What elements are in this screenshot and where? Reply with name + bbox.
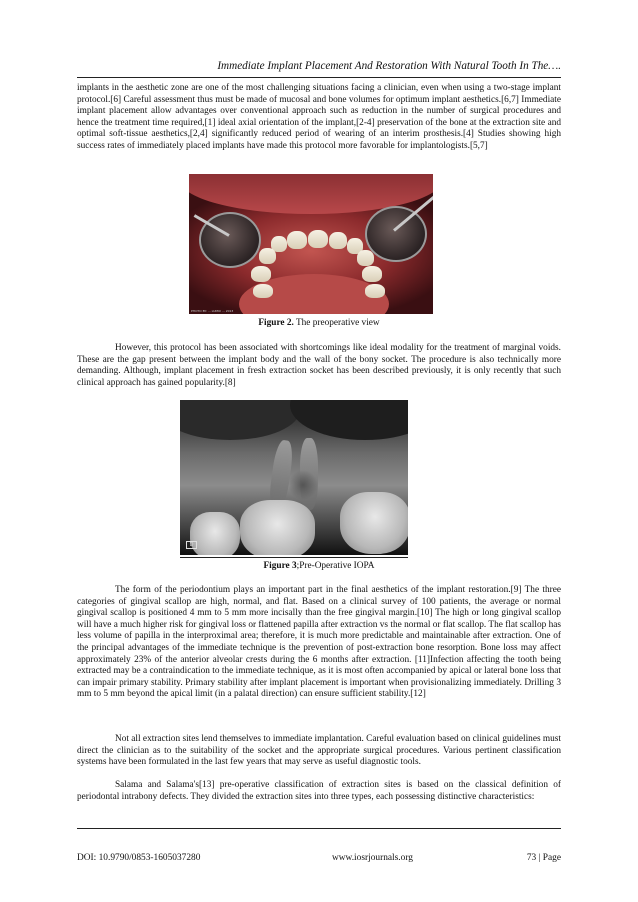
paragraph-salama-classification: Salama and Salama's[13] pre-operative classification of extraction sites is based on the classical definition of periodontal intrabony defects. They divided the extraction sites into three types, each possessing distinctive characteristics: (77, 780, 561, 802)
paragraph-implant-advantages: implants in the aesthetic zone are one of the most challenging situations facing a clinician, even when using a two-stage implant protocol.[6] Careful assessment thus must be made of mucosal and bone volumes for optimum implant aesthetics.[6,7] Immediate implant placement allow advantages over conventional approach such as reduction in the number of surgical procedures and hence the treatment time required,[1] ideal axial orientation of the implant,[2-4] preservation of the bone at the extraction site and optimal soft-tissue aesthetics,[2,4] significantly reduced period of wearing of an interim prosthesis.[4] Studies showing high success rates of immediately placed implants have made this protocol more favorable for implantologists.[5,7] (77, 83, 561, 151)
figure-3-label: Figure 3 (263, 561, 297, 571)
running-header: Immediate Implant Placement And Restoration With Natural Tooth In The…. (217, 60, 561, 72)
left-dental-mirror (199, 212, 261, 268)
preoperative-intraoral-photo (189, 174, 433, 314)
film-marker: D (186, 541, 197, 549)
photo-credit: PHOTO BY: ... LUMIX ... 2013 (191, 309, 234, 313)
header-rule (77, 77, 561, 78)
paragraph-periodontium: The form of the periodontium plays an important part in the final aesthetics of the implant restoration.[9] The three categories of gingival scallop are high, normal, and flat. Based on a clinical survey of 100 patients, the average or normal gingival scallop is positioned 4 mm to 5 mm more incisally than the free gingival margin.[10] The high or long gingival scallop will have a much higher risk for gingival loss or flattened papilla after extraction vs the normal or flat scallop. The flat scallop has less volume of papilla in the interproximal area; therefore, it is much more predictable and maintainable after extraction. One of the principal advantages of the immediate technique is the prevention of post-extraction bone resorption. Bone loss may affect approximately 23% of the anterior alveolar crests during the 6 months after extraction. [11]Infection affecting the tooth being extracted may be a contraindication to the immediate technique, as it is most often accompanied by apical or lateral bone loss that can impair primary stability. Primary stability after implant placement is important when provisionalizing immediately. Drilling 3 mm to 5 mm beyond the apical limit (in a palatal direction) can ensure sufficient stability.[12] (77, 585, 561, 700)
figure-3-text: ;Pre-Operative IOPA (296, 561, 375, 571)
footer-website: www.iosrjournals.org (332, 853, 413, 863)
paragraph-extraction-sites: Not all extraction sites lend themselves to immediate implantation. Careful evaluation based on clinical guidelines must direct the clinician as to the suitability of the socket and the appropriate surgical procedures. Various pertinent classification systems have been formulated in the last few years that may serve as useful diagnostic tools. (77, 734, 561, 768)
paragraph-shortcomings: However, this protocol has been associated with shortcomings like ideal modality for the treatment of marginal voids. These are the gap present between the implant body and the wall of the bony socket. The procedure is also technically more demanding. Although, implant placement in fresh extraction socket has been described previously, it is only recently that such clinical approach has gained popularity.[8] (77, 343, 561, 388)
figure-3-bottom-rule (180, 557, 408, 558)
right-dental-mirror (365, 206, 427, 262)
footer-doi: DOI: 10.9790/0853-1605037280 (77, 853, 201, 863)
preoperative-iopa-radiograph (180, 400, 408, 555)
figure-2-caption (77, 318, 561, 329)
figure-2-text: The preoperative view (293, 318, 380, 328)
figure-2-label: Figure 2. (258, 318, 294, 328)
figure-3-caption (77, 561, 561, 572)
footer-page-number: 73 | Page (526, 853, 561, 863)
footer-rule (77, 828, 561, 829)
